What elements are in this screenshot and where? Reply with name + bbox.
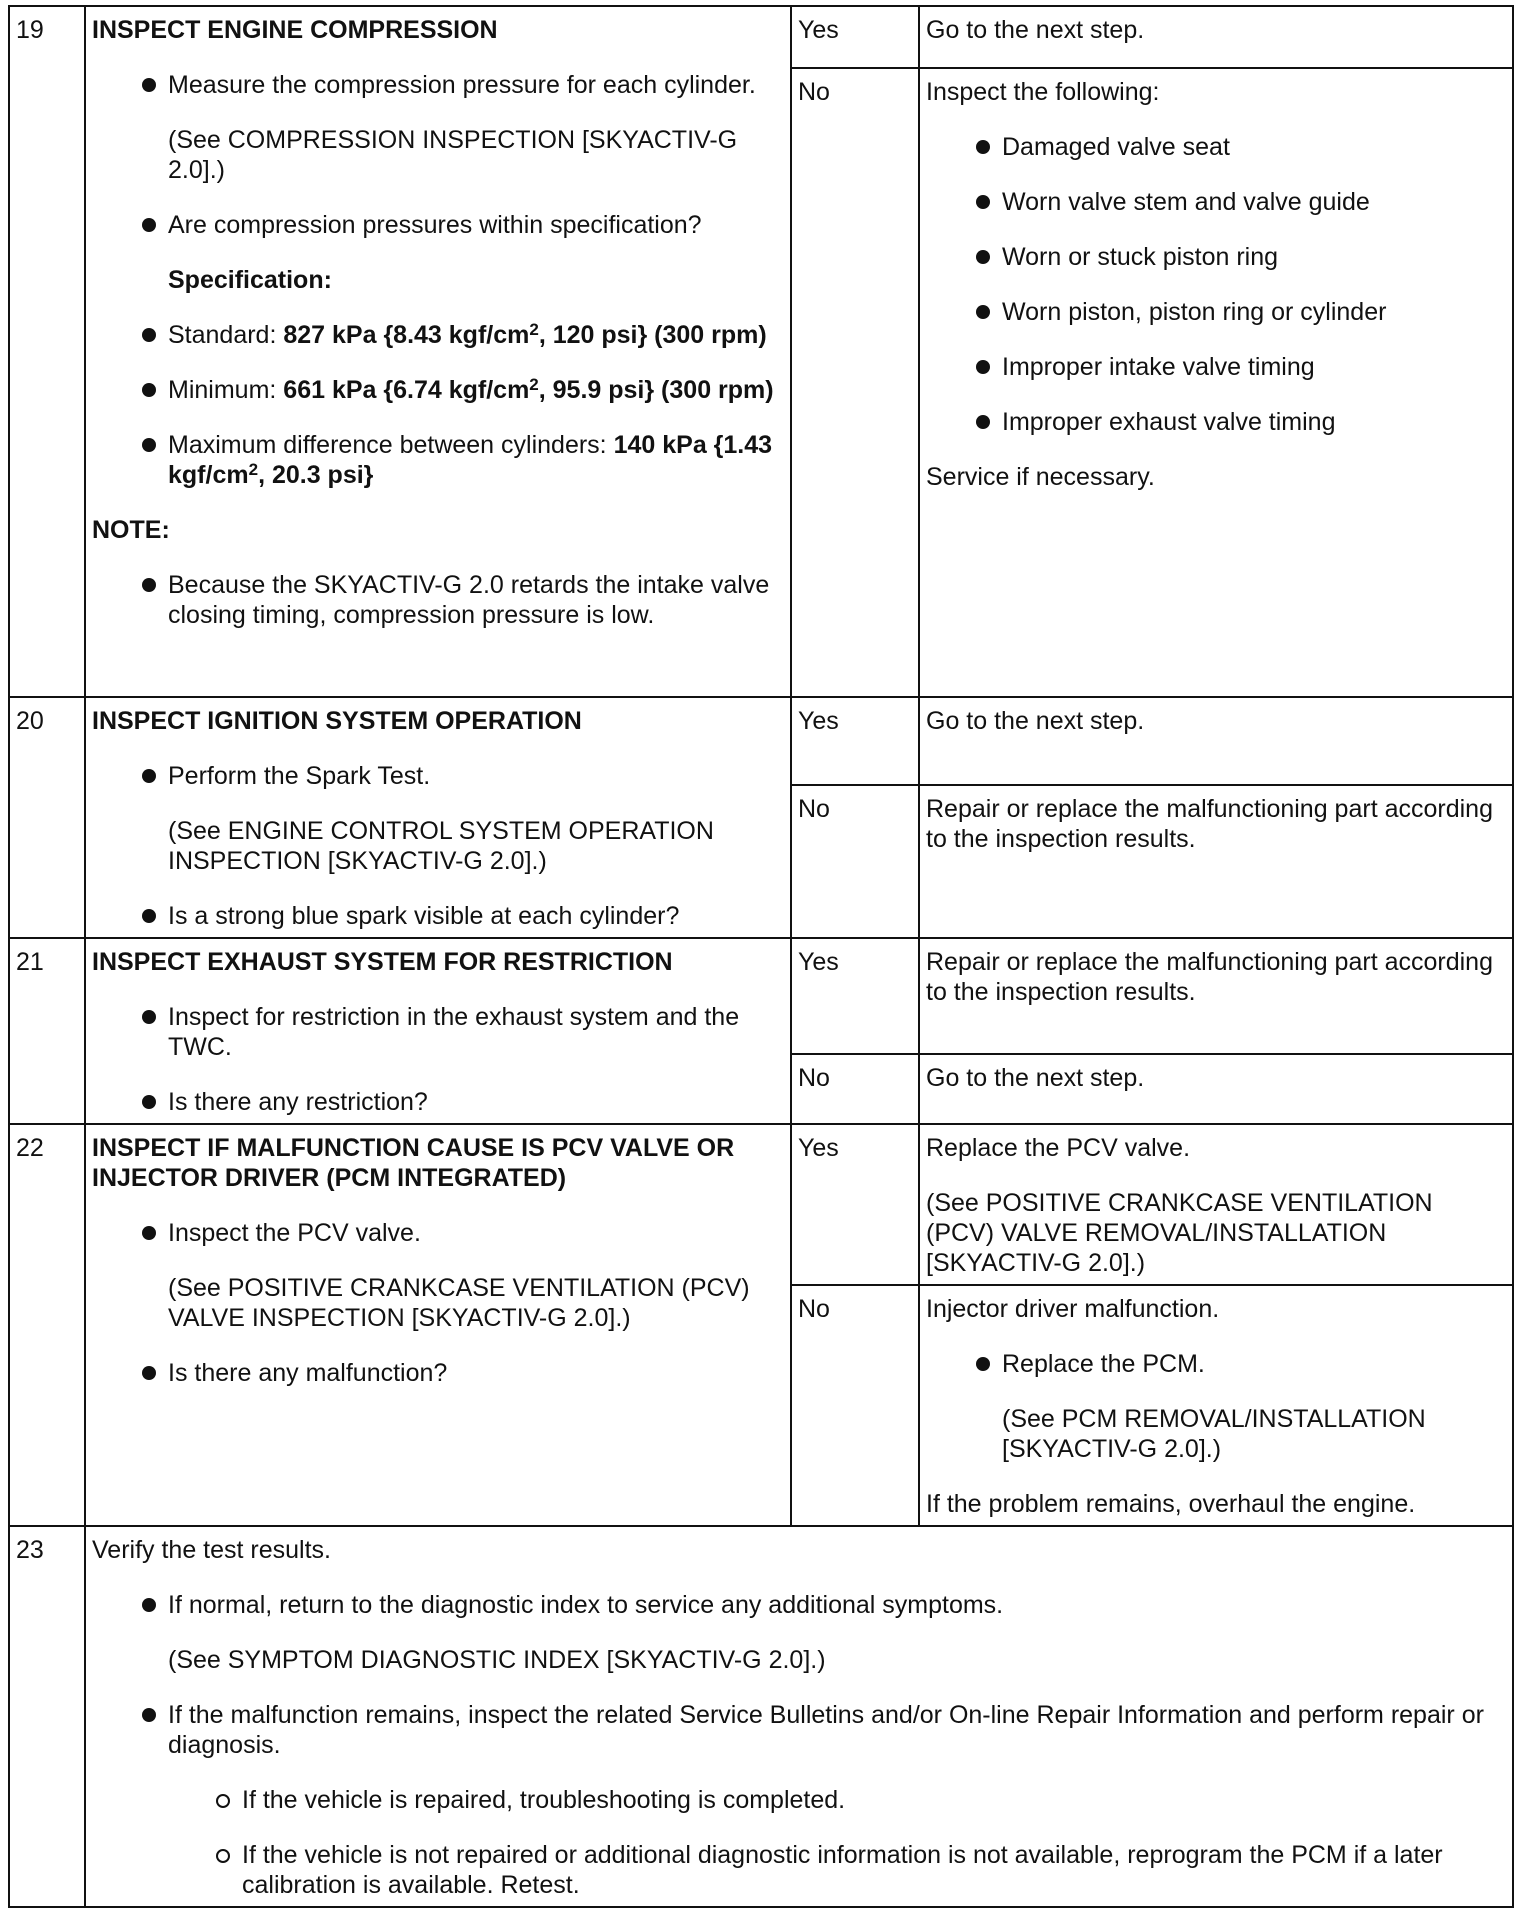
step-description <box>85 938 791 1124</box>
sub-bullet-item: If the vehicle is not repaired or additional diagnostic information is not available, reprogram the PCM if a later calibration is available. Retest. <box>92 1840 1506 1900</box>
step-number: 19 <box>9 6 85 697</box>
no-outro: If the problem remains, overhaul the engine. <box>926 1490 1416 1518</box>
bullet-item: Is there any malfunction? <box>92 1358 784 1388</box>
no-label: No <box>791 1285 919 1526</box>
inspect-item: Improper intake valve timing <box>926 352 1506 382</box>
diagnostic-table <box>8 5 1514 1908</box>
step-20-yes-row <box>9 697 1513 785</box>
bullet-item: Inspect the PCV valve. <box>92 1218 784 1248</box>
spec-label: Specification: <box>168 266 332 294</box>
yes-reference: (See POSITIVE CRANKCASE VENTILATION (PCV) VALVE REMOVAL/INSTALLATION [SKYACTIV-G 2.0].) <box>926 1189 1433 1277</box>
bullet-item: Replace the PCM. <box>926 1349 1506 1379</box>
reference-text: (See PCM REMOVAL/INSTALLATION [SKYACTIV-G 2.0].) <box>1002 1405 1426 1463</box>
no-intro: Injector driver malfunction. <box>926 1295 1220 1323</box>
no-label: No <box>791 1054 919 1124</box>
reference-text: (See COMPRESSION INSPECTION [SKYACTIV-G 2.0].) <box>168 126 738 184</box>
step-19-yes-row <box>9 6 1513 68</box>
step-title: INSPECT IF MALFUNCTION CAUSE IS PCV VALVE OR INJECTOR DRIVER (PCM INTEGRATED) <box>92 1134 735 1192</box>
step-number: 22 <box>9 1124 85 1526</box>
step-number: 23 <box>9 1526 85 1907</box>
bullet-item: Measure the compression pressure for each cylinder. <box>92 70 784 100</box>
no-action: Repair or replace the malfunctioning part according to the inspection results. <box>919 785 1513 938</box>
bullet-item: Inspect for restriction in the exhaust system and the TWC. <box>92 1002 784 1062</box>
yes-label: Yes <box>791 1124 919 1285</box>
reference-text: (See ENGINE CONTROL SYSTEM OPERATION INSPECTION [SKYACTIV-G 2.0].) <box>168 817 714 875</box>
no-intro: Inspect the following: <box>926 78 1160 106</box>
yes-action <box>919 1124 1513 1285</box>
step-description <box>85 697 791 938</box>
no-label: No <box>791 68 919 697</box>
step-number: 20 <box>9 697 85 938</box>
no-outro: Service if necessary. <box>926 463 1155 491</box>
bullet-item: Is there any restriction? <box>92 1087 784 1117</box>
yes-action: Go to the next step. <box>919 697 1513 785</box>
sub-bullet-item: If the vehicle is repaired, troubleshooting is completed. <box>92 1785 1506 1815</box>
bullet-item: Are compression pressures within specification? <box>92 210 784 240</box>
step-description <box>85 1526 1513 1907</box>
yes-action: Repair or replace the malfunctioning part according to the inspection results. <box>919 938 1513 1054</box>
bullet-item: If normal, return to the diagnostic index to service any additional symptoms. <box>92 1590 1506 1620</box>
yes-action: Go to the next step. <box>919 6 1513 68</box>
yes-action-text: Replace the PCV valve. <box>926 1134 1191 1162</box>
no-action <box>919 1285 1513 1526</box>
spec-standard: Standard: 827 kPa {8.43 kgf/$cm^2$, 120 psi} (300 rpm) <box>92 320 784 350</box>
bullet-item: Perform the Spark Test. <box>92 761 784 791</box>
step-description <box>85 1124 791 1526</box>
step-title: INSPECT EXHAUST SYSTEM FOR RESTRICTION <box>92 948 673 976</box>
inspect-item: Worn valve stem and valve guide <box>926 187 1506 217</box>
step-title: INSPECT IGNITION SYSTEM OPERATION <box>92 707 582 735</box>
yes-label: Yes <box>791 6 919 68</box>
reference-text: (See POSITIVE CRANKCASE VENTILATION (PCV) VALVE INSPECTION [SKYACTIV-G 2.0].) <box>168 1274 750 1332</box>
no-action: Go to the next step. <box>919 1054 1513 1124</box>
step-21-yes-row <box>9 938 1513 1054</box>
inspect-item: Improper exhaust valve timing <box>926 407 1506 437</box>
yes-label: Yes <box>791 697 919 785</box>
no-action <box>919 68 1513 697</box>
step-description <box>85 6 791 697</box>
note-bullet: Because the SKYACTIV-G 2.0 retards the intake valve closing timing, compression pressure is low. <box>92 570 784 630</box>
inspect-item: Damaged valve seat <box>926 132 1506 162</box>
step-title: INSPECT ENGINE COMPRESSION <box>92 16 498 44</box>
inspect-item: Worn piston, piston ring or cylinder <box>926 297 1506 327</box>
bullet-item: If the malfunction remains, inspect the related Service Bulletins and/or On-line Repair Information and perform repair or diagnosis. <box>92 1700 1506 1760</box>
spec-minimum: Minimum: 661 kPa {6.74 kgf/$cm^2$, 95.9 psi} (300 rpm) <box>92 375 784 405</box>
inspect-item: Worn or stuck piston ring <box>926 242 1506 272</box>
no-label: No <box>791 785 919 938</box>
step-23-row <box>9 1526 1513 1907</box>
reference-text: (See SYMPTOM DIAGNOSTIC INDEX [SKYACTIV-G 2.0].) <box>168 1646 826 1674</box>
yes-label: Yes <box>791 938 919 1054</box>
note-label: NOTE: <box>92 516 170 544</box>
step-number: 21 <box>9 938 85 1124</box>
verify-intro: Verify the test results. <box>92 1536 331 1564</box>
step-22-yes-row <box>9 1124 1513 1285</box>
spec-max-difference: Maximum difference between cylinders: 140 kPa {1.43 kgf/$cm^2$, 20.3 psi} <box>92 430 784 490</box>
bullet-item: Is a strong blue spark visible at each cylinder? <box>92 901 784 931</box>
